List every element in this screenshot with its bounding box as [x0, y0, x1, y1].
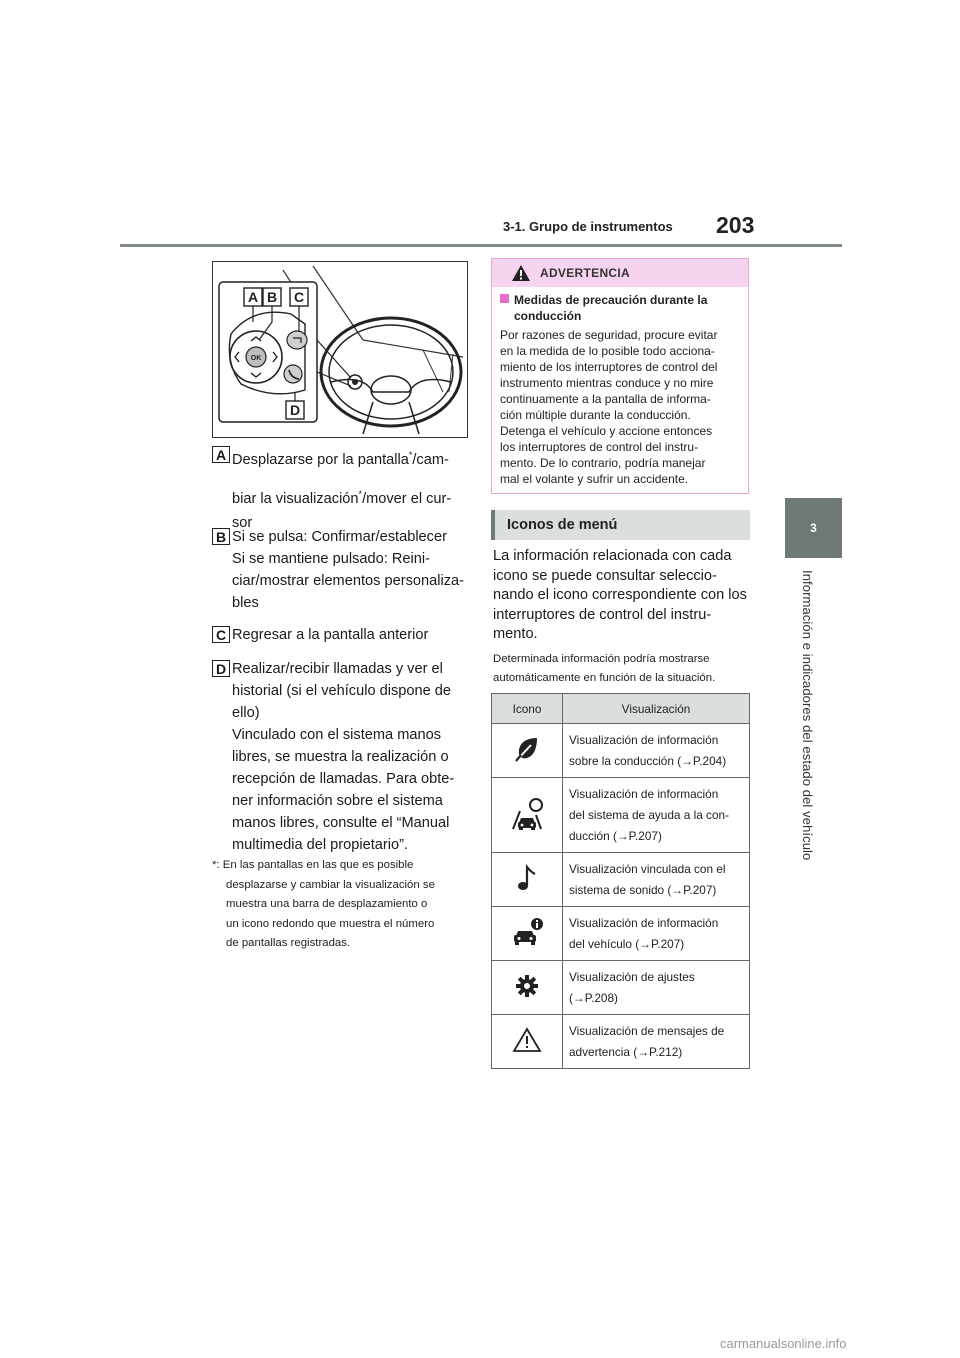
warning-line-4: instrumento mientras conduce y no mire	[500, 376, 714, 390]
item-a-line-1: Desplazarse por la pantalla*/cam-	[232, 450, 449, 468]
header-rule	[120, 244, 842, 247]
warning-subtitle	[500, 292, 740, 324]
illus-label-d: D	[289, 402, 301, 418]
item-d-line-4: Vinculado con el sistema manos	[232, 727, 442, 743]
table-row	[492, 853, 750, 907]
item-c-line-1: Regresar a la pantalla anterior	[232, 627, 429, 643]
item-d-line-7: ner información sobre el sistema	[232, 793, 443, 809]
desc-cell	[563, 778, 750, 853]
warning-line-1: Por razones de seguridad, procure evitar	[500, 328, 718, 342]
table-row	[492, 1015, 750, 1069]
row-6-line-2: advertencia (→P.212)	[569, 1044, 683, 1059]
intro-line-2: icono se puede consultar seleccio-	[493, 567, 717, 584]
warning-body	[500, 327, 744, 487]
gear-icon	[514, 973, 540, 999]
warning-line-6: ción múltiple durante la conducción.	[500, 408, 691, 422]
steering-wheel-drawing	[213, 262, 467, 437]
item-d-line-5: libres, se muestra la realización o	[232, 749, 449, 765]
table-row	[492, 961, 750, 1015]
table-row	[492, 907, 750, 961]
badge-c: C	[212, 626, 230, 643]
warning-line-8: los interruptores de control del instru-	[500, 440, 699, 454]
illus-label-b: B	[266, 289, 278, 305]
icon-cell	[492, 778, 563, 853]
warning-line-10: mal el volante y sufrir un accidente.	[500, 472, 689, 486]
item-b-line-3: ciar/mostrar elementos personaliza-	[232, 573, 464, 589]
icon-cell	[492, 907, 563, 961]
music-note-icon	[515, 864, 539, 892]
warning-triangle-icon	[511, 264, 531, 282]
table-header-row	[492, 694, 750, 724]
item-d-line-3: ello)	[232, 705, 260, 721]
menu-icons-table	[491, 693, 750, 1069]
menu-intro	[493, 547, 753, 645]
warning-box	[491, 258, 749, 494]
chapter-title: Información e indicadores del estado del vehículo	[800, 570, 815, 861]
row-3-line-2: sistema de sonido (→P.207)	[569, 882, 717, 897]
header-icono: Icono	[492, 694, 563, 724]
vehicle-info-icon	[510, 917, 544, 947]
item-b-line-2: Si se mantiene pulsado: Reini-	[232, 551, 430, 567]
item-a-line-3: sor	[232, 514, 253, 531]
table-row	[492, 724, 750, 778]
intro-line-1: La información relacionada con cada	[493, 548, 732, 564]
warning-line-7: Detenga el vehículo y accione entonces	[500, 424, 713, 438]
row-2-line-2: del sistema de ayuda a la con-	[569, 807, 730, 822]
row-4-line-2: del vehículo (→P.207)	[569, 936, 685, 951]
illus-label-a: A	[247, 289, 259, 305]
item-a-line-2: biar la visualización*/mover el cur-	[232, 488, 452, 507]
desc-cell	[563, 961, 750, 1015]
warning-subtitle-line-1: Medidas de precaución durante la	[514, 293, 708, 307]
footnote-line-1: En las pantallas en las que es posible	[222, 859, 414, 871]
warning-triangle-icon	[512, 1027, 542, 1053]
section-title: 3-1. Grupo de instrumentos	[503, 219, 673, 234]
item-a-text	[232, 444, 477, 534]
footnote-line-5: de pantallas registradas.	[226, 937, 351, 949]
leaf-icon	[513, 735, 541, 763]
row-2-line-3: ducción (→P.207)	[569, 828, 662, 843]
note-line-2: automáticamente en función de la situación.	[493, 672, 716, 684]
watermark: carmanualsonline.info	[720, 1336, 847, 1351]
item-c-text	[232, 624, 477, 646]
pink-square-icon	[500, 294, 509, 303]
item-b-text	[232, 526, 477, 614]
icon-cell	[492, 853, 563, 907]
desc-cell	[563, 907, 750, 961]
note-line-1: Determinada información podría mostrarse	[493, 653, 710, 665]
ok-button-label: OK	[250, 355, 262, 362]
desc-cell	[563, 724, 750, 778]
badge-a: A	[212, 446, 230, 463]
item-d-line-2: historial (si el vehículo dispone de	[232, 683, 452, 699]
warning-line-5: continuamente a la pantalla de informa-	[500, 392, 711, 406]
intro-line-4: interruptores de control del instru-	[493, 606, 712, 623]
footnote-line-3: muestra una barra de desplazamiento o	[226, 898, 428, 910]
row-1-line-1: Visualización de información	[569, 732, 719, 747]
item-d-line-6: recepción de llamadas. Para obte-	[232, 771, 455, 787]
menu-icons-heading: Iconos de menú	[491, 510, 750, 540]
badge-d: D	[212, 660, 230, 677]
illus-label-c: C	[293, 289, 305, 305]
intro-line-5: mento.	[493, 626, 538, 642]
chapter-tab: 3	[785, 498, 842, 558]
table-row	[492, 778, 750, 853]
row-6-line-1: Visualización de mensajes de	[569, 1023, 725, 1038]
row-2-line-1: Visualización de información	[569, 786, 719, 801]
row-5-line-2: (→P.208)	[569, 990, 618, 1005]
header-visualizacion: Visualización	[563, 694, 750, 724]
row-5-line-1: Visualización de ajustes	[569, 969, 695, 984]
menu-note	[493, 650, 755, 688]
warning-title: ADVERTENCIA	[540, 266, 630, 280]
item-d-text	[232, 658, 477, 856]
warning-line-3: miento de los interruptores de control del	[500, 360, 718, 374]
item-d-line-9: multimedia del propietario”.	[232, 837, 409, 853]
footnote	[212, 856, 470, 954]
warning-subtitle-line-2: conducción	[514, 309, 582, 323]
footnote-line-4: un icono redondo que muestra el número	[226, 917, 435, 930]
row-1-line-2: sobre la conducción (→P.204)	[569, 753, 727, 768]
warning-header	[492, 259, 748, 287]
row-4-line-1: Visualización de información	[569, 915, 719, 930]
footnote-marker: *:	[212, 859, 220, 871]
item-d-line-1: Realizar/recibir llamadas y ver el	[232, 661, 443, 677]
row-3-line-1: Visualización vinculada con el	[569, 861, 726, 876]
desc-cell	[563, 853, 750, 907]
icon-cell	[492, 724, 563, 778]
page-number: 203	[716, 212, 755, 238]
icon-cell	[492, 1015, 563, 1069]
warning-line-9: mento. De lo contrario, podría manejar	[500, 456, 706, 470]
item-d-line-8: manos libres, consulte el “Manual	[232, 815, 450, 831]
badge-b: B	[212, 528, 230, 545]
item-b-line-4: bles	[232, 595, 259, 611]
intro-line-3: nando el icono correspondiente con los	[493, 587, 747, 603]
driving-assist-icon	[507, 797, 547, 831]
steering-wheel-illustration	[212, 261, 468, 438]
warning-line-2: en la medida de lo posible todo acciona-	[500, 344, 715, 358]
item-b-line-1: Si se pulsa: Confirmar/establecer	[232, 529, 447, 545]
icon-cell	[492, 961, 563, 1015]
desc-cell	[563, 1015, 750, 1069]
footnote-line-2: desplazarse y cambiar la visualización se	[226, 878, 435, 891]
